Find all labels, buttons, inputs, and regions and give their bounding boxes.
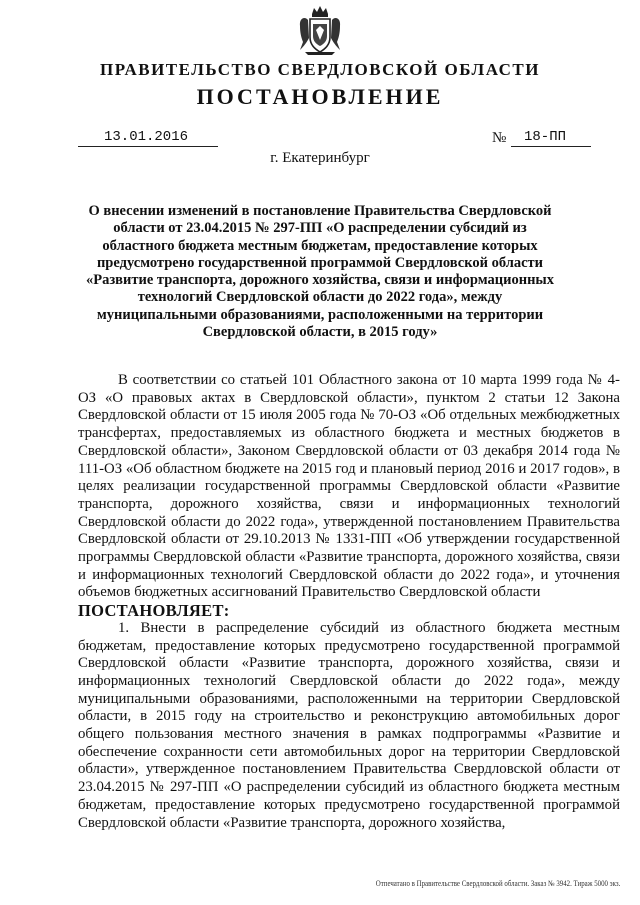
document-number: 18-ПП (524, 129, 567, 145)
document-title: О внесении изменений в постановление Правительства Свердловской области от 23.04.2015 № 297-ПП «О распределении субсидий из областного бюджета местным бюджетам, предоставление которых предусмотрено государственной программой Свердловской области «Развитие транспорта, дорожного хозяйства, связи и информационных технологий Свердловской области до 2022 года», между муниципальными образованиями, расположенными на территории Свердловской области, в 2015 году» (85, 203, 554, 341)
number-underline (511, 146, 591, 147)
document-type: ПОСТАНОВЛЕНИЕ (196, 84, 444, 109)
number-sign: № (492, 130, 507, 146)
preamble-paragraph: В соответствии со статьей 101 Областного закона от 10 марта 1999 года № 4-ОЗ «О правовых актах в Свердловской области», пунктом 2 статьи 12 Закона Свердловской области от 15 июля 2005 года № 70-ОЗ «Об отдельных межбюджетных трансфертах, предоставляемых из областного бюджета и местных бюджетов в Свердловской области», Законом Свердловской области от 03 декабря 2014 года № 111-ОЗ «Об областном бюджете на 2015 год и плановый период 2016 и 2017 годов», в целях реализации государственной программы Свердловской области «Развитие транспорта, дорожного хозяйства, связи и информационных технологий Свердловской области до 2022 года», утвержденной постановлением Правительства Свердловской области от 29.10.2013 № 1331-ПП «Об утверждении государственной программы Свердловской области «Развитие транспорта, дорожного хозяйства, связи и информационных технологий Свердловской области до 2022 года», и уточнения объемов бюджетных ассигнований Правительство Свердловской области (78, 372, 620, 601)
print-footnote: Отпечатано в Правительстве Свердловской области. Заказ № 3942. Тираж 5000 экз. (375, 879, 620, 888)
document-date: 13.01.2016 (104, 129, 189, 145)
organization-name: ПРАВИТЕЛЬСТВО СВЕРДЛОВСКОЙ ОБЛАСТИ (100, 60, 540, 79)
item-1-paragraph: 1. Внести в распределение субсидий из областного бюджета местным бюджетам, предоставление которых предусмотрено государственной программой Свердловской области «Развитие транспорта, дорожного хозяйства, связи и информационных технологий Свердловской области до 2022 года», между муниципальными образованиями, расположенными на территории Свердловской области, в 2015 году на строительство и реконструкцию автомобильных дорог общего пользования местного значения в рамках подпрограммы «Развитие и обеспечение сохранности сети автомобильных дорог на территории Свердловской области», утвержденное постановлением Правительства Свердловской области от 23.04.2015 № 297-ПП «О распределении субсидий из областного бюджета местным бюджетам, предоставление которых предусмотрено государственной программой Свердловской области «Развитие транспорта, дорожного хозяйства, (78, 619, 620, 831)
coat-of-arms-icon (297, 4, 343, 56)
document-body (78, 372, 620, 832)
city-name: г. Екатеринбург (270, 150, 370, 166)
decree-word: ПОСТАНОВЛЯЕТ: (78, 601, 230, 621)
date-underline (78, 146, 218, 147)
